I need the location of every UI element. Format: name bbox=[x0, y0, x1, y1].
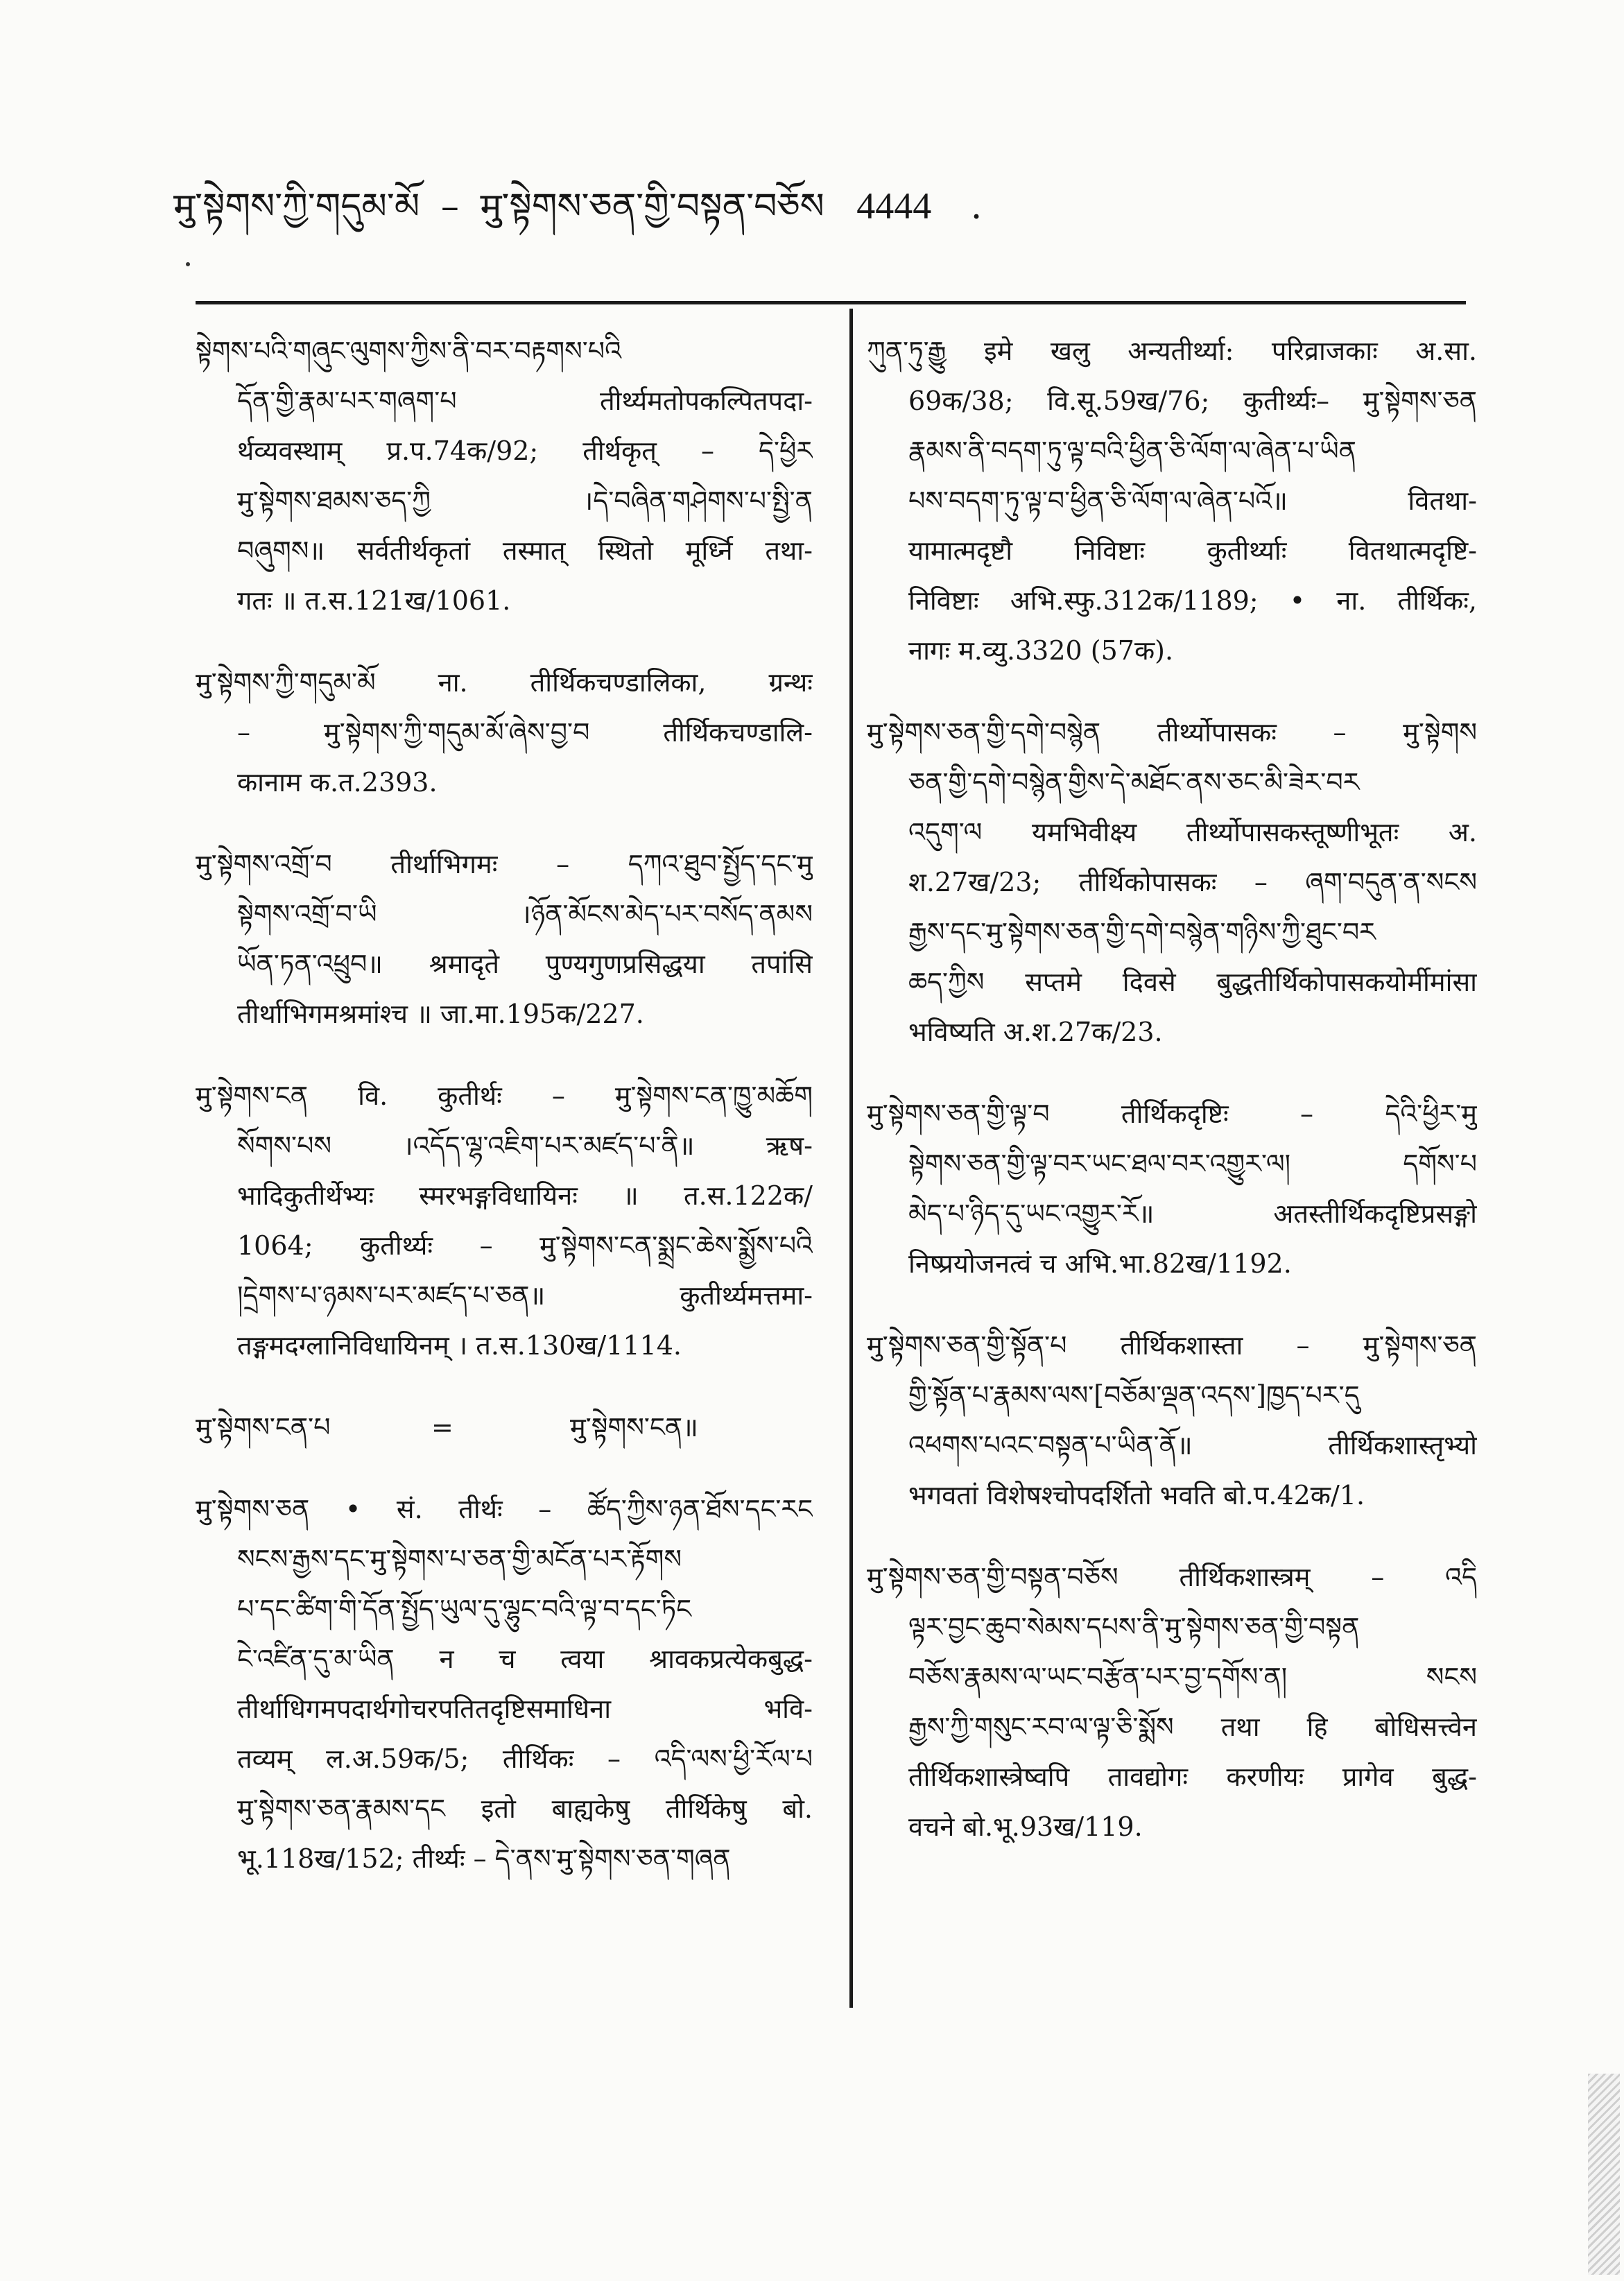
entry-text-line: སྟེགས་ཅན་གྱི་ལྟ་བར་ཡང་ཐལ་བར་འགྱུར་ལ། དགོས་པ bbox=[908, 1148, 1477, 1179]
entry-text-line: 1064; कुतीर्थ्यः – मु་སྟེགས་ངན་སྨྲང་ཆེས་སྨྱོས་པའི bbox=[237, 1230, 813, 1261]
entry-headword-line: སྟེགས་པའི་གཞུང་ལུགས་ཀྱིས་ནི་བར་བརྟགས་པའི bbox=[196, 336, 622, 366]
entry-text-line: तीर्थाधिगमपदार्थगोचरपतितदृष्टिसमाधिना भवि- bbox=[237, 1694, 813, 1724]
entry-text-line: བཅོས་རྣམས་ལ་ཡང་བརྩོན་པར་བྱ་དགོས་ན། སངས bbox=[908, 1662, 1477, 1692]
entry-text-line: नागः म.व्यु.3320 (57क). bbox=[908, 635, 1174, 666]
left-column bbox=[196, 326, 813, 1916]
entry-text-line: རྒྱས་ཀྱི་གསུང་རབ་ལ་ལྟ་ཅི་སྨོས तथा हि बोधिसत्त्वेन bbox=[908, 1712, 1477, 1742]
scan-edge-noise bbox=[1588, 2074, 1620, 2275]
entry-text-line: निविष्टाः अभि.स्फु.312क/1189; • ना. तीर्थिकः, bbox=[908, 585, 1477, 616]
entry-text-line: སངས་རྒྱས་དང་मु་སྟེགས་པ་ཅན་གྱི་མངོན་པར་རྟོགས bbox=[237, 1544, 682, 1574]
entry-text-line: ཡོན་ཏན་འཕྲུབ॥ श्रमादृते पुण्यगुणप्रसिद्धया तपांसि bbox=[237, 949, 813, 979]
entry-text-line: བཞུགས॥ सर्वतीर्थकृतां तस्मात् स्थितो मूर्ध्नि तथा- bbox=[237, 535, 813, 566]
entry-text-line: སོགས་པས ।འདོད་ལྷ་འཇིག་པར་མཛད་པ་ནི॥ ऋष- bbox=[237, 1130, 813, 1161]
cross-reference-term: मु་སྟེགས་ངན་པ bbox=[196, 1412, 331, 1443]
entry-text-line: तङ्गमदग्लानिविधायिनम् । त.स.130ख/1114. bbox=[237, 1330, 682, 1361]
entry-text-line: कानाम क.त.2393. bbox=[237, 767, 438, 798]
entry-text-line: །དྲེགས་པ་ཉམས་པར་མཛད་པ་ཅན॥ कुतीर्थ्यमत्तमा- bbox=[237, 1280, 813, 1311]
entry-text-line: དོན་གྱི་རྣམ་པར་གཞག་པ तीर्थ्यमतोपकल्पितपदा- bbox=[237, 386, 813, 416]
right-column bbox=[867, 326, 1477, 1884]
cross-reference-line bbox=[196, 1402, 813, 1452]
equals-sign: = bbox=[431, 1412, 453, 1443]
cross-reference-target: मु་སྟེགས་ངན॥ bbox=[570, 1412, 698, 1443]
header-right-term: मु་སྟེགས་ཅན་གྱི་བསྟན་བཅོས bbox=[480, 186, 824, 227]
dictionary-entry bbox=[867, 326, 1477, 675]
page-number: 4444 bbox=[856, 185, 932, 227]
entry-headword-line: मु་སྟེགས་ཅན་གྱི་བསྟན་བཅོས तीर्थिकशास्त्रम् – འདི bbox=[867, 1562, 1477, 1592]
entry-text-line: ཆད་ཀྱིས सप्तमे दिवसे बुद्धतीर्थिकोपासकयोर्मीमांसा bbox=[908, 967, 1477, 997]
entry-text-line: པ་དང་ཚིག་གི་དོན་སྤྱོད་ཡུལ་དུ་ལྷུང་བའི་ལྟ་བ་དང་ཏིང bbox=[237, 1594, 692, 1624]
entry-text-line: འཕགས་པའང་བསྟན་པ་ཡིན་ནོ॥ तीर्थिकशास्तृभ्यो bbox=[908, 1430, 1477, 1461]
entry-text-line: भविष्यति अ.श.27क/23. bbox=[908, 1017, 1163, 1047]
dictionary-entry bbox=[196, 839, 813, 1039]
dictionary-entry bbox=[867, 1089, 1477, 1289]
entry-headword-line: मु་སྟེགས་ཅན་གྱི་ལྟ་བ तीर्थिकदृष्टिः – དེའི་ཕྱིར་मु bbox=[867, 1099, 1477, 1129]
entry-text-line: ངེ་འཛིན་དུ་མ་ཡིན न च त्वया श्रावकप्रत्येकबुद्ध- bbox=[237, 1644, 813, 1674]
entry-text-line: गतः ॥ त.स.121ख/1061. bbox=[237, 585, 511, 616]
entry-text-line: གྱི་སྟོན་པ་རྣམས་ལས་[བཅོམ་ལྡན་འདས་]ཁྱད་པར་དུ bbox=[908, 1380, 1360, 1411]
entry-headword-line: मु་སྟེགས་ཅན • सं. तीर्थः – ཚོད་ཀྱིས་ཉན་ཐོས་དང་རང bbox=[196, 1494, 813, 1524]
entry-text-line: སྟེགས་འགྲོ་བ་ཡི ।ཉོན་མོངས་མེད་པར་བསོད་ནམས bbox=[237, 899, 813, 929]
dictionary-entry bbox=[867, 1320, 1477, 1520]
entry-headword-line: मु་སྟེགས་ངན वि. कुतीर्थः – मु་སྟེགས་ངན་ཁྱུ་མཆོག bbox=[196, 1081, 813, 1111]
entry-text-line: श.27ख/23; तीर्थिकोपासकः – ཞག་བདུན་ན་སངས bbox=[908, 867, 1477, 897]
entry-text-line: वचने बो.भू.93ख/119. bbox=[908, 1811, 1143, 1842]
header-rule bbox=[196, 301, 1466, 304]
entry-headword-line: मु་སྟེགས་འགྲོ་བ तीर्थाभिगमः – དཀའ་ཐུབ་སྤྱོད་དང་मु bbox=[196, 849, 813, 879]
entry-headword-line: मु་སྟེགས་ཅན་གྱི་དགེ་བསྙེན तीर्थ्योपासकः – मु་སྟེགས bbox=[867, 717, 1477, 748]
dictionary-entry bbox=[196, 657, 813, 807]
entry-text-line: मु་སྟེགས་ཐམས་ཅད་ཀྱི ।དེ་བཞིན་གཤེགས་པ་སྤྱི་ན bbox=[237, 485, 813, 516]
entry-text-line: तव्यम् ल.अ.59क/5; तीर्थिकः – འདི་ལས་ཕྱི་རོལ་པ bbox=[237, 1744, 813, 1774]
page-header bbox=[173, 182, 982, 231]
entry-text-line: མེད་པ་ཉིད་དུ་ཡང་འགྱུར་རོ॥ अतस्तीर्थिकदृष्टिप्रसङ्गो bbox=[908, 1198, 1477, 1229]
header-dot: . bbox=[970, 186, 983, 227]
entry-text-line: भादिकुतीर्थेभ्यः स्मरभङ्गविधायिनः ॥ त.स.122क/ bbox=[237, 1180, 813, 1211]
entry-text-line: भगवतां विशेषश्चोपदर्शितो भवति बो.प.42क/1. bbox=[908, 1480, 1365, 1510]
column-divider bbox=[849, 309, 853, 2008]
dictionary-entry bbox=[196, 1402, 813, 1452]
entry-text-line: པས་བདག་ཏུ་ལྟ་བ་ཕྱིན་ཅི་ལོག་ལ་ཞེན་པའོ॥ वितथा- bbox=[908, 485, 1477, 516]
entry-text-line: र्थव्यवस्थाम् प्र.प.74क/92; तीर्थकृत् – དེ་ཕྱིར bbox=[237, 436, 813, 466]
dictionary-entry bbox=[196, 326, 813, 626]
entry-headword-line: मु་སྟེགས་ཀྱི་གདུམ་མོ ना. तीर्थिकचण्डालिका, ग्रन्थः bbox=[196, 667, 813, 698]
entry-text-line: मु་སྟེགས་ཅན་རྣམས་དང इतो बाह्यकेषु तीर्थिकेषु बो. bbox=[237, 1793, 813, 1824]
dictionary-entry bbox=[867, 707, 1477, 1057]
entry-text-line: भू.118ख/152; तीर्थ्यः – དེ་ནས་मु་སྟེགས་ཅན་གཞན bbox=[237, 1843, 731, 1874]
entry-text-line: 69क/38; वि.सू.59ख/76; कुतीर्थ्यः– मु་སྟེགས་ཅན bbox=[908, 386, 1477, 416]
entry-text-line: – मु་སྟེགས་ཀྱི་གདུམ་མོ་ཞེས་བྱ་བ तीर्थिकचण्डालि- bbox=[237, 717, 813, 748]
entry-text-line: ཅན་གྱི་དགེ་བསྙེན་གྱིས་དེ་མཐོང་ནས་ཅང་མི་ཟེར་བར bbox=[908, 767, 1360, 798]
entry-text-line: ལྟར་བྱང་ཆུབ་སེམས་དཔས་ནི་मु་སྟེགས་ཅན་གྱི་བསྟན bbox=[908, 1612, 1360, 1642]
header-left-term: मु་སྟེགས་ཀྱི་གདུམ་མོ bbox=[173, 186, 420, 227]
entry-headword-line: मु་སྟེགས་ཅན་གྱི་སྟོན་པ तीर्थिकशास्ता – मु་སྟེགས་ཅན bbox=[867, 1330, 1477, 1361]
entry-text-line: तीर्थाभिगमश्रमांश्च ॥ जा.मा.195क/227. bbox=[237, 999, 644, 1029]
entry-text-line: རྒྱས་དང་मु་སྟེགས་ཅན་གྱི་དགེ་བསྙེན་གཉིས་ཀྱི་ཐུང་བར bbox=[908, 917, 1376, 947]
dictionary-entry bbox=[867, 1552, 1477, 1852]
dictionary-entry bbox=[196, 1484, 813, 1884]
entry-text-line: तीर्थिकशास्त्रेष्वपि तावद्योगः करणीयः प्रागेव बुद्ध- bbox=[908, 1762, 1477, 1792]
entry-text-line: निष्प्रयोजनत्वं च अभि.भा.82ख/1192. bbox=[908, 1248, 1292, 1279]
dictionary-entry bbox=[196, 1071, 813, 1370]
header-dash: – bbox=[440, 186, 459, 227]
entry-text-line: यामात्मदृष्टौ निविष्टाः कुतीर्थ्याः वितथात्मदृष्टि- bbox=[908, 535, 1477, 566]
entry-text-line: འདུག་ལ यमभिवीक्ष्य तीर्थ्योपासकस्तूष्णीभूतः अ. bbox=[908, 817, 1477, 847]
scan-speck bbox=[186, 262, 190, 266]
entry-headword-line: ཀུན་ཏུ་རྒྱུ इमे खलु अन्यतीर्थ्या: परिव्राजकाः अ.सा. bbox=[867, 336, 1477, 366]
entry-text-line: རྣམས་ནི་བདག་ཏུ་ལྟ་བའི་ཕྱིན་ཅི་ལོག་ལ་ཞེན་པ་ཡིན bbox=[908, 436, 1357, 466]
